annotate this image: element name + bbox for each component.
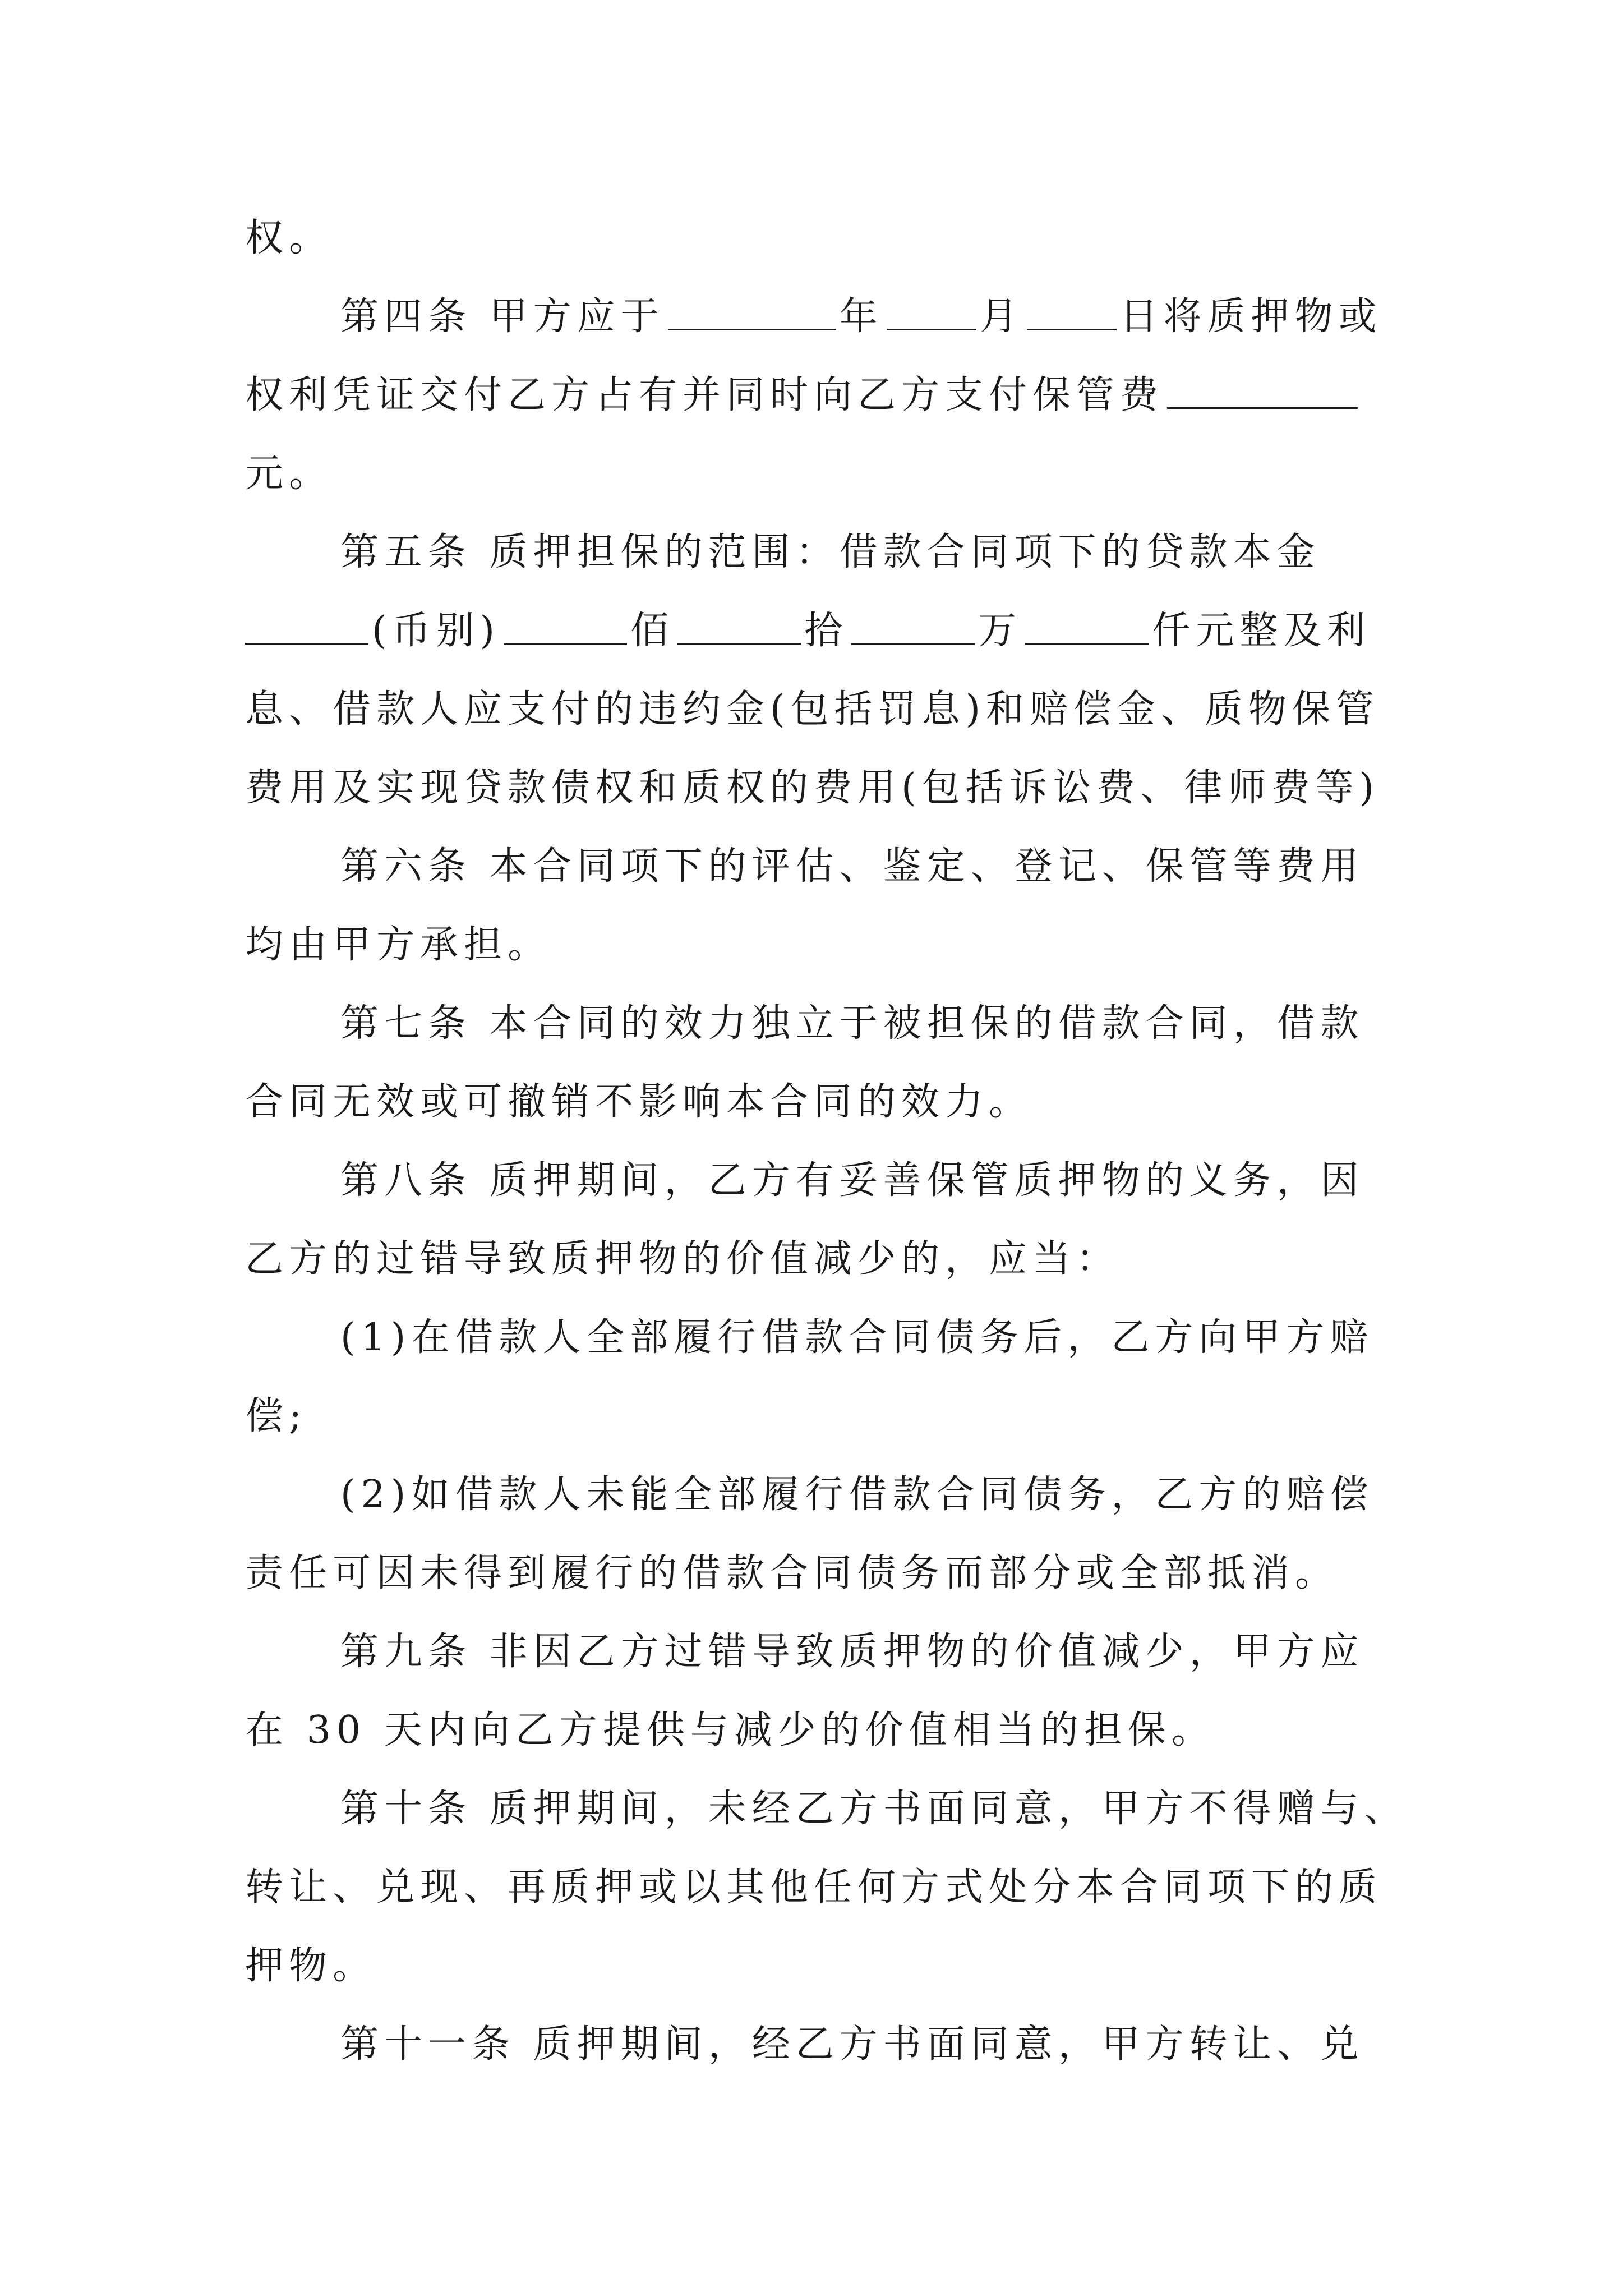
text-segment: 日将质押物或 [1119, 295, 1382, 339]
article-7-line-1 [340, 993, 1389, 1055]
text-segment: (币别) [372, 609, 501, 653]
text-segment: 年 [839, 295, 883, 339]
text-segment: 第八条 质押期间，乙方有妥善保管质押物的义务，因 [340, 1158, 1364, 1203]
text-segment: 偿; [245, 1394, 307, 1438]
text-segment: 第十条 质押期间，未经乙方书面同意，甲方不得赠与、 [340, 1787, 1408, 1831]
text-segment: (1)在借款人全部履行借款合同债务后，乙方向甲方赔 [340, 1315, 1374, 1360]
text-segment: 均由甲方承担。 [245, 923, 552, 967]
fill-blank-day [1027, 291, 1117, 330]
text-segment: 第五条 质押担保的范围：借款合同项下的贷款本金 [340, 530, 1321, 574]
text-segment: 乙方的过错导致质押物的价值减少的，应当： [245, 1237, 1121, 1281]
text-segment: 元。 [245, 452, 333, 496]
article-7-line-2 [245, 1071, 1389, 1133]
text-segment: 万 [978, 609, 1022, 653]
article-9-line-1 [340, 1621, 1389, 1683]
text-segment: 第四条 甲方应于 [340, 295, 665, 339]
text-segment: 第九条 非因乙方过错导致质押物的价值减少，甲方应 [340, 1630, 1364, 1674]
article-8-item-1-line-1 [340, 1307, 1389, 1369]
fill-blank-month [887, 291, 976, 330]
fill-blank-fee [1167, 369, 1358, 409]
text-segment: 押物。 [245, 1944, 377, 1988]
text-segment: 仟元整及利 [1152, 609, 1371, 653]
article-6-line-2 [245, 914, 1389, 976]
text-segment: 转让、兑现、再质押或以其他任何方式处分本合同项下的质 [245, 1865, 1383, 1910]
fill-blank-tens [677, 605, 801, 645]
text-segment: 合同无效或可撤销不影响本合同的效力。 [245, 1080, 1033, 1124]
text-segment: 第六条 本合同项下的评估、鉴定、登记、保管等费用 [340, 844, 1364, 889]
fill-blank-ten-thousands [851, 605, 975, 645]
article-8-line-1 [340, 1150, 1389, 1212]
fill-blank-year [668, 291, 836, 330]
text-segment: 第七条 本合同的效力独立于被担保的借款合同，借款 [340, 1001, 1364, 1046]
text-segment: 责任可因未得到履行的借款合同债务而部分或全部抵消。 [245, 1551, 1339, 1595]
text-segment: 费用及实现贷款债权和质权的费用(包括诉讼费、律师费等) [245, 766, 1380, 810]
article-5-line-3 [245, 679, 1389, 740]
fill-blank-currency [245, 605, 368, 645]
article-4-line-3 [245, 443, 1389, 505]
text-segment: 佰 [630, 609, 675, 653]
article-8-item-2-line-2 [245, 1543, 1389, 1604]
article-8-item-1-line-2 [245, 1386, 1389, 1447]
text-line [245, 208, 1389, 269]
article-5-line-4 [245, 757, 1389, 819]
article-6-line-1 [340, 836, 1389, 898]
article-5-line-2 [245, 600, 1389, 662]
article-10-line-3 [245, 1935, 1389, 1997]
article-4-line-1 [340, 286, 1389, 348]
text-segment: 月 [979, 295, 1023, 339]
text-segment: 权。 [245, 216, 333, 260]
article-4-line-2 [245, 365, 1389, 426]
fill-blank-hundreds [504, 605, 627, 645]
article-5-line-1 [340, 522, 1389, 583]
fill-blank-thousands [1025, 605, 1149, 645]
article-8-line-2 [245, 1228, 1389, 1290]
article-10-line-2 [245, 1857, 1389, 1918]
text-segment: (2)如借款人未能全部履行借款合同债务，乙方的赔偿 [340, 1473, 1374, 1517]
text-segment: 在 30 天内向乙方提供与减少的价值相当的担保。 [245, 1708, 1215, 1752]
article-11-line-1 [340, 2014, 1389, 2076]
article-10-line-1 [340, 1778, 1408, 1840]
text-segment: 息、借款人应支付的违约金(包括罚息)和赔偿金、质物保管 [245, 687, 1380, 731]
article-8-item-2-line-1 [340, 1464, 1389, 1526]
article-9-line-2 [245, 1700, 1389, 1761]
text-segment: 拾 [804, 609, 849, 653]
text-segment: 第十一条 质押期间，经乙方书面同意，甲方转让、兑 [340, 2022, 1364, 2067]
text-segment: 权利凭证交付乙方占有并同时向乙方支付保管费 [245, 373, 1164, 417]
